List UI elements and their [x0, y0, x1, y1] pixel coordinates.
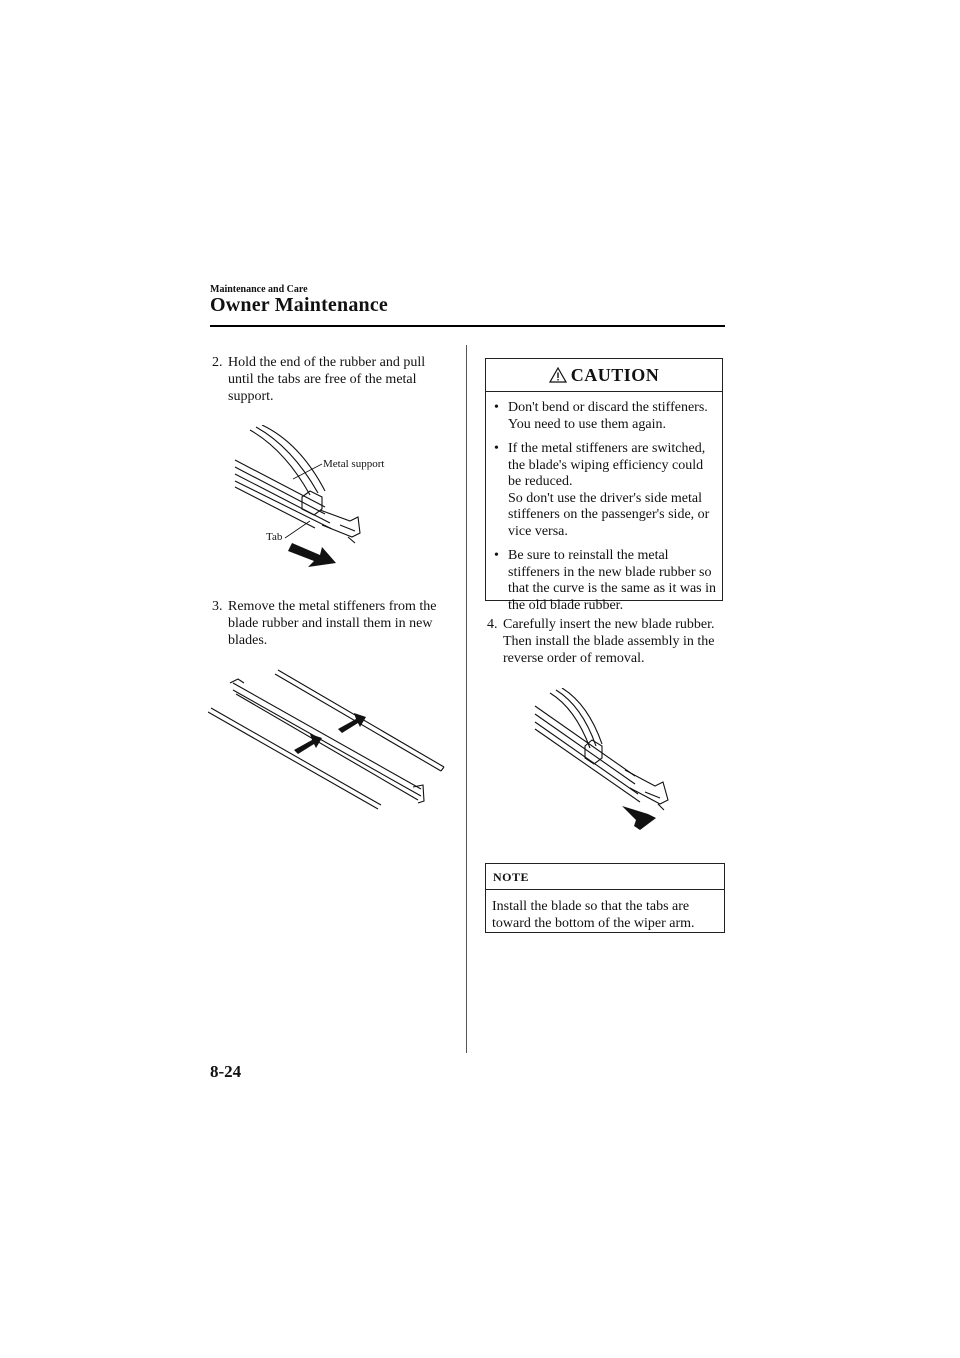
- warning-triangle-icon: [549, 367, 567, 383]
- figure-install-blade: [530, 688, 680, 833]
- caution-box: [485, 358, 723, 613]
- page-title: Owner Maintenance: [210, 294, 389, 316]
- note-text: Install the blade so that the tabs are toward the bottom of the wiper arm.: [492, 899, 695, 931]
- label-tab: Tab: [266, 531, 283, 543]
- page-number: 8-24: [210, 1062, 242, 1081]
- step-2-text: Hold the end of the rubber and pull until the tabs are free of the metal support.: [228, 355, 426, 404]
- column-divider: [466, 345, 467, 1053]
- caution-title: CAUTION: [570, 364, 660, 385]
- step-4-text: Carefully insert the new blade rubber. Then install the blade assembly in the reverse order of removal.: [503, 617, 715, 666]
- pull-arrow-icon: [288, 543, 336, 567]
- note-box: [485, 863, 725, 933]
- leader-tab: [285, 521, 310, 538]
- figure-stiffeners: [208, 665, 448, 810]
- step-3-text: Remove the metal stiffeners from the blade rubber and install them in new blades.: [228, 599, 437, 648]
- insert-arrow-icon: [338, 713, 366, 733]
- figure-remove-rubber: [230, 425, 410, 570]
- caution-item: • If the metal stiffeners are switched, the blade's wiping efficiency could be reduced. So don't use the driver's side metal stiffeners on the passenger's side, or vice versa.: [494, 441, 710, 539]
- caution-list: [486, 392, 722, 614]
- note-title: NOTE: [486, 864, 724, 890]
- step-2-number: 2.: [212, 355, 223, 370]
- install-arrow-icon: [622, 806, 656, 830]
- step-4-number: 4.: [487, 617, 498, 632]
- step-4: [487, 616, 725, 667]
- label-metal-support: Metal support: [323, 458, 385, 470]
- caution-header: [486, 359, 722, 392]
- title-rule: [210, 325, 725, 327]
- section-label: Maintenance and Care: [210, 284, 308, 295]
- step-3: [212, 598, 450, 649]
- step-3-number: 3.: [212, 599, 223, 614]
- caution-item: • Don't bend or discard the stiffeners. You need to use them again.: [494, 400, 708, 432]
- insert-arrow-icon-2: [294, 734, 322, 754]
- step-2: [212, 354, 450, 405]
- caution-item: • Be sure to reinstall the metal stiffeners in the new blade rubber so that the curve is the same as it was in the old blade rubber.: [494, 548, 716, 613]
